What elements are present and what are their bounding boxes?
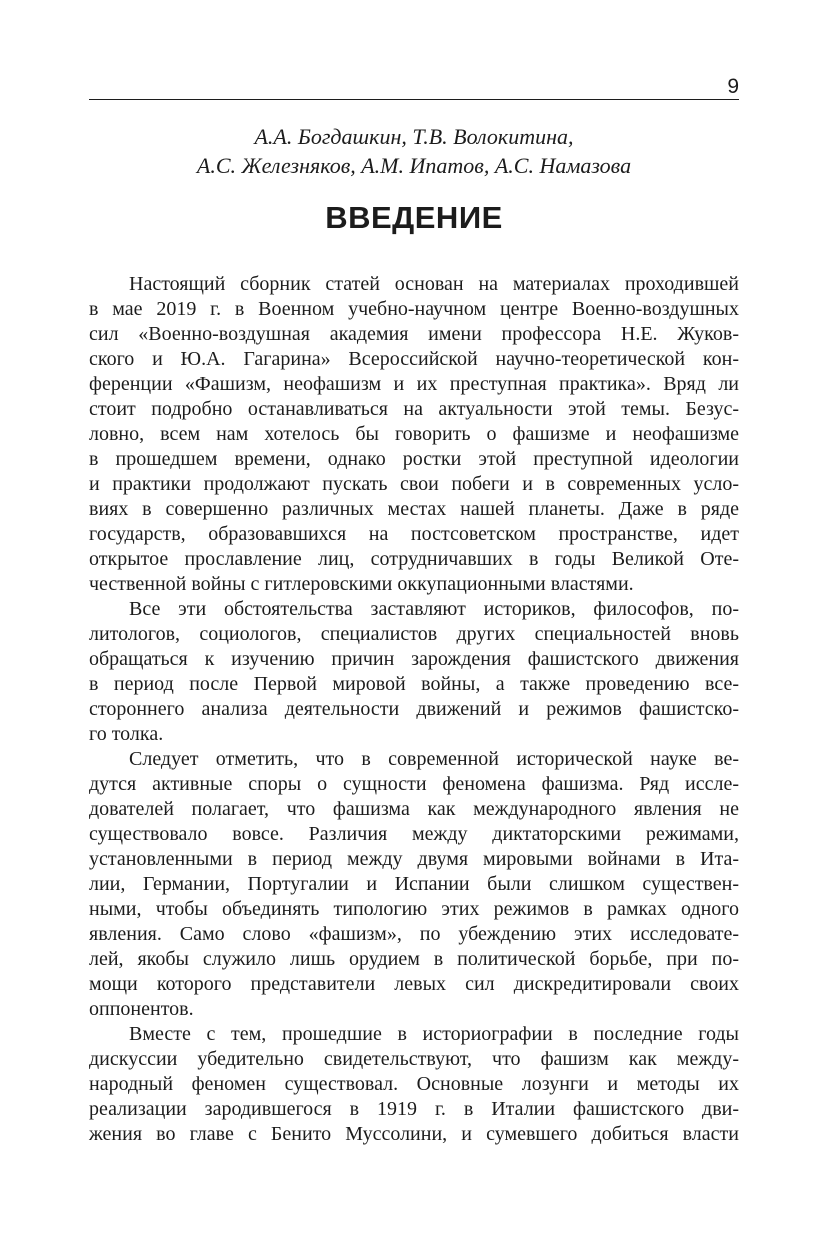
text-line: народный феномен существовал. Основные лозунги и методы их bbox=[89, 1073, 739, 1095]
page-number: 9 bbox=[727, 75, 739, 98]
text-line: стоит подробно останавливаться на актуальности этой темы. Безус- bbox=[89, 398, 739, 420]
text-line: виях в совершенно различных местах нашей планеты. Даже в ряде bbox=[89, 498, 739, 520]
text-line: го толка. bbox=[89, 723, 164, 745]
text-line: в период после Первой мировой войны, а также проведению все- bbox=[89, 673, 739, 695]
text-line: жения во главе с Бенито Муссолини, и сумевшего добиться власти bbox=[89, 1123, 739, 1145]
header-rule bbox=[89, 99, 739, 100]
text-line: лей, якобы служило лишь орудием в политической борьбе, при по- bbox=[89, 948, 739, 970]
text-line: стороннего анализа деятельности движений и режимов фашистско- bbox=[89, 698, 739, 720]
text-line: ловно, всем нам хотелось бы говорить о фашизме и неофашизме bbox=[89, 423, 739, 445]
body-text bbox=[89, 272, 739, 1147]
text-line: государств, образовавшихся на постсоветском пространстве, идет bbox=[89, 523, 739, 545]
text-line: Вместе с тем, прошедшие в историографии в последние годы bbox=[129, 1023, 739, 1045]
text-line: открытое прославление лиц, сотрудничавших в годы Великой Оте- bbox=[89, 548, 739, 570]
authors-block bbox=[89, 122, 739, 180]
text-line: дискуссии убедительно свидетельствуют, что фашизм как между- bbox=[89, 1048, 739, 1070]
chapter-title: ВВЕДЕНИЕ bbox=[325, 200, 503, 235]
text-line: существовало вовсе. Различия между диктаторскими режимами, bbox=[89, 823, 739, 845]
text-line: Настоящий сборник статей основан на материалах проходившей bbox=[129, 273, 739, 295]
text-line: Все эти обстоятельства заставляют историков, философов, по- bbox=[129, 598, 739, 620]
text-line: лии, Германии, Португалии и Испании были слишком существен- bbox=[89, 873, 739, 895]
text-line: обращаться к изучению причин зарождения фашистского движения bbox=[89, 648, 739, 670]
text-line: в мае 2019 г. в Военном учебно-научном центре Военно-воздушных bbox=[89, 298, 739, 320]
paragraph bbox=[89, 597, 739, 747]
paragraph bbox=[89, 747, 739, 1022]
text-line: оппонентов. bbox=[89, 998, 194, 1020]
text-line: реализации зародившегося в 1919 г. в Италии фашистского дви- bbox=[89, 1098, 739, 1120]
text-line: чественной войны с гитлеровскими оккупационными властями. bbox=[89, 573, 634, 595]
text-line: установленными в период между двумя мировыми войнами в Ита- bbox=[89, 848, 739, 870]
text-line: в прошедшем времени, однако ростки этой преступной идеологии bbox=[89, 448, 739, 470]
authors-line: А.С. Железняков, А.М. Ипатов, А.С. Намазова bbox=[196, 153, 632, 178]
text-line: явления. Само слово «фашизм», по убеждению этих исследовате- bbox=[89, 923, 739, 945]
text-line: и практики продолжают пускать свои побеги и в современных усло- bbox=[89, 473, 739, 495]
text-line: сил «Военно-воздушная академия имени профессора Н.Е. Жуков- bbox=[89, 323, 739, 345]
paragraph bbox=[89, 272, 739, 597]
text-line: Следует отметить, что в современной исторической науке ве- bbox=[129, 748, 739, 770]
text-line: ными, чтобы объединять типологию этих режимов в рамках одного bbox=[89, 898, 739, 920]
paragraph bbox=[89, 1022, 739, 1147]
text-line: литологов, социологов, специалистов других специальностей вновь bbox=[89, 623, 739, 645]
text-line: дутся активные споры о сущности феномена фашизма. Ряд иссле- bbox=[89, 773, 739, 795]
text-line: ференции «Фашизм, неофашизм и их преступная практика». Вряд ли bbox=[89, 373, 739, 395]
text-line: ского и Ю.А. Гагарина» Всероссийской научно-теоретической кон- bbox=[89, 348, 739, 370]
authors-line: А.А. Богдашкин, Т.В. Волокитина, bbox=[254, 124, 574, 149]
text-line: дователей полагает, что фашизма как международного явления не bbox=[89, 798, 739, 820]
text-line: мощи которого представители левых сил дискредитировали своих bbox=[89, 973, 739, 995]
